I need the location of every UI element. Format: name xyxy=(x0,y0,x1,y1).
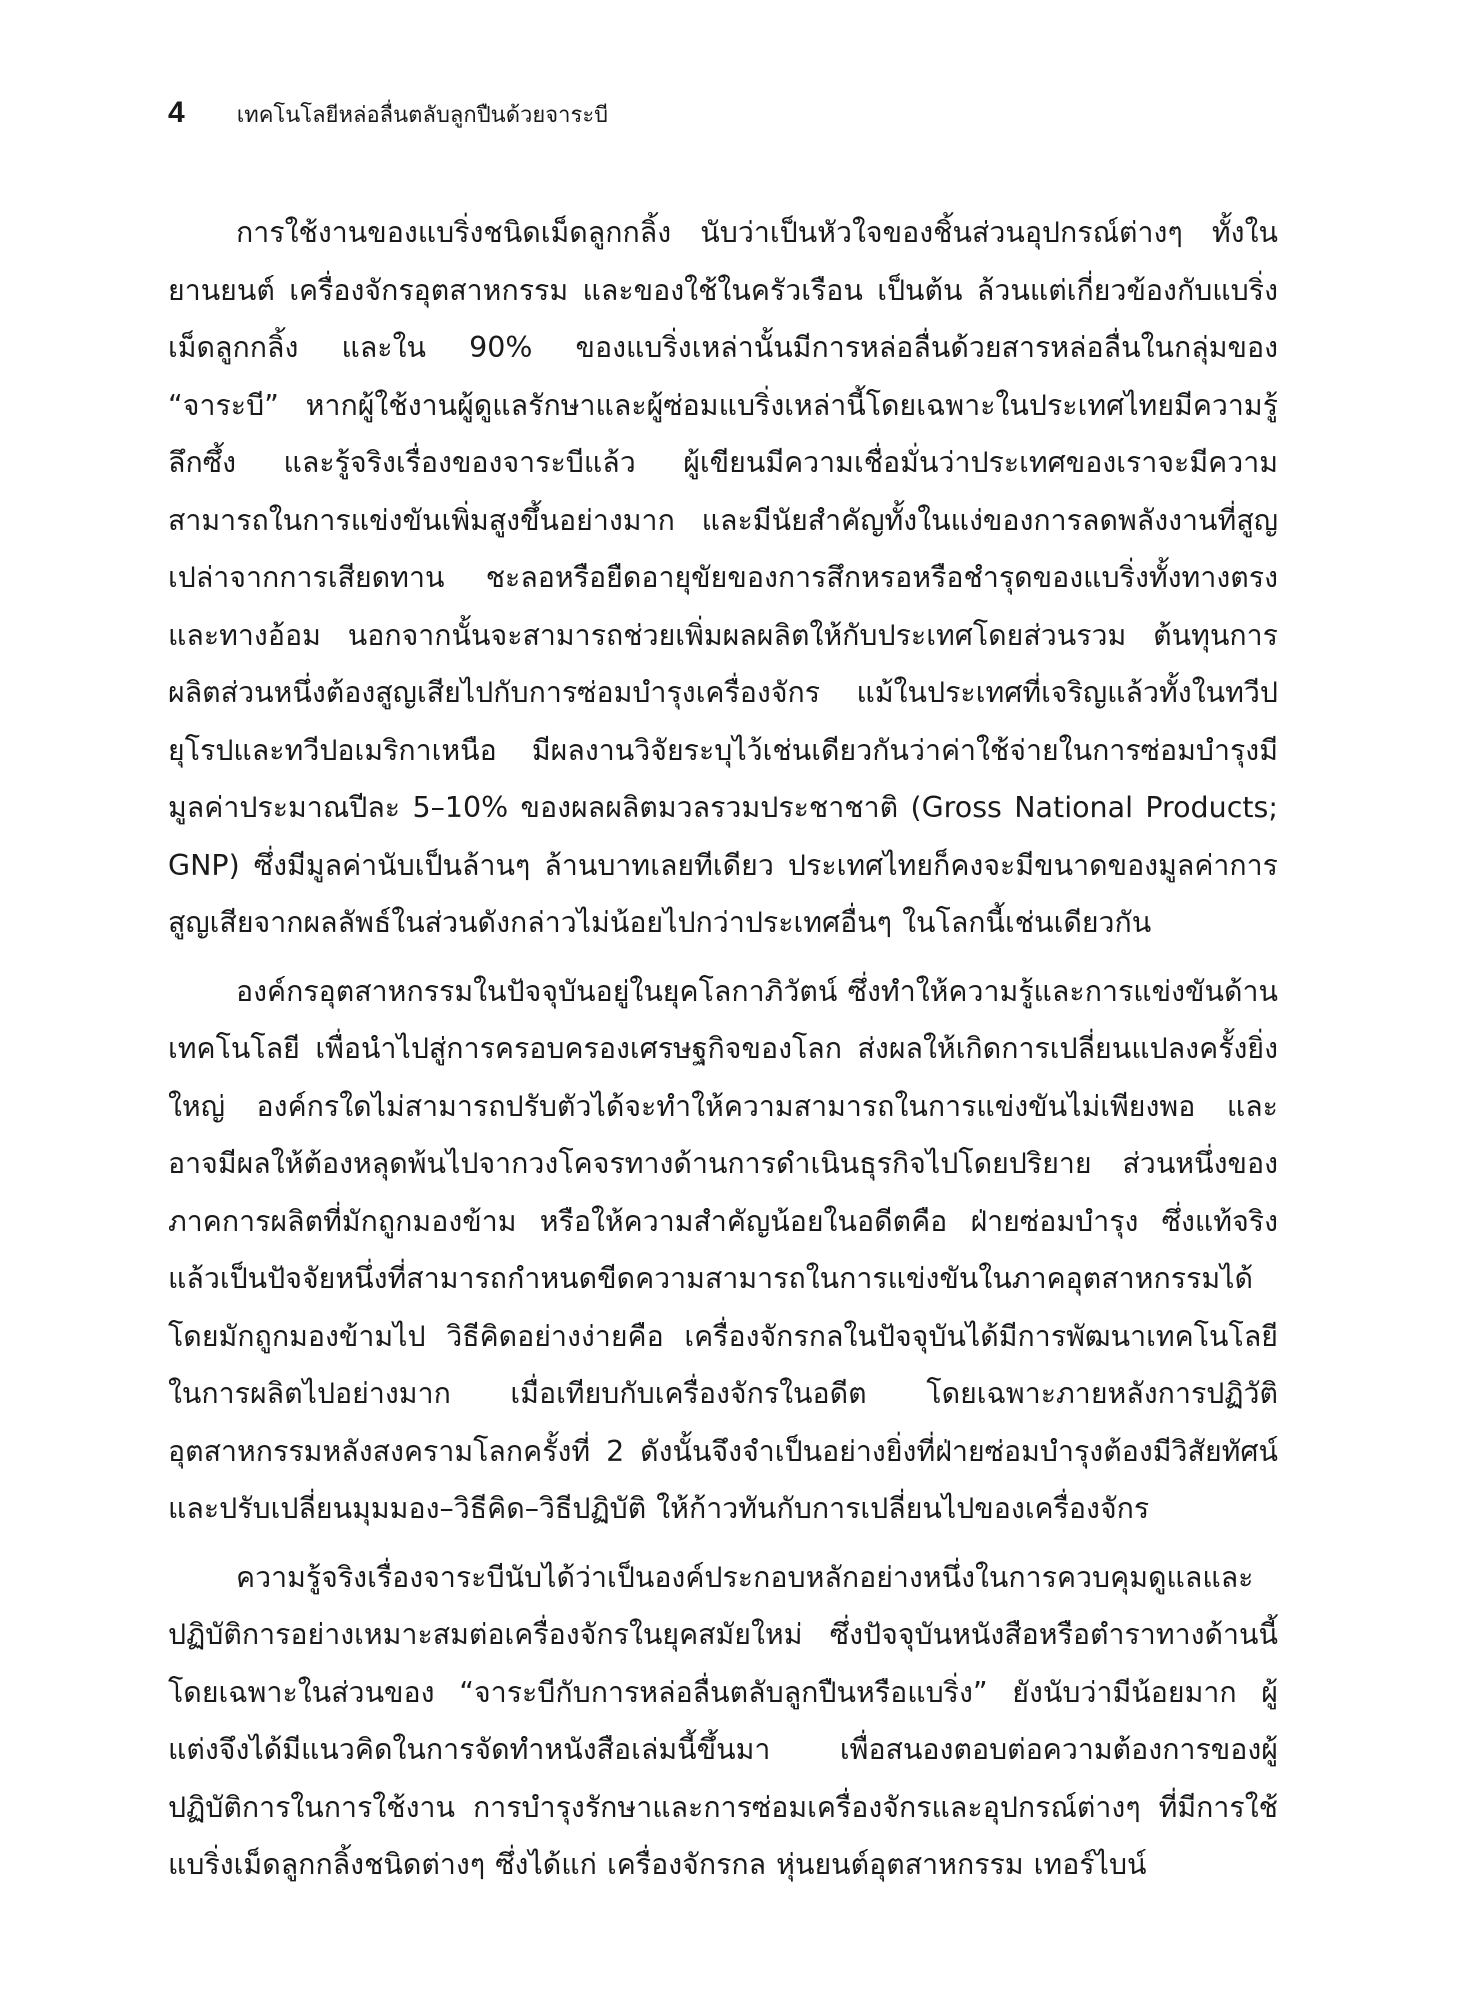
page-number: 4 xyxy=(168,96,185,129)
paragraph-2: องค์กรอุตสาหกรรมในปัจจุบันอยู่ในยุคโลกาภิวัตน์ ซึ่งทำให้ความรู้และการแข่งขันด้านเทคโนโลยี เพื่อนำไปสู่การครอบครองเศรษฐกิจของโลก ส่งผลให้เกิดการเปลี่ยนแปลงครั้งยิ่งใหญ่ องค์กรใดไม่สามารถปรับตัวได้จะทำให้ความสามารถในการแข่งขันไม่เพียงพอ และอาจมีผลให้ต้องหลุดพ้นไปจากวงโคจรทางด้านการดำเนินธุรกิจไปโดยปริยาย ส่วนหนึ่งของภาคการผลิตที่มักถูกมองข้าม หรือให้ความสำคัญน้อยในอดีตคือ ฝ่ายซ่อมบำรุง ซึ่งแท้จริงแล้วเป็นปัจจัยหนึ่งที่สามารถกำหนดขีดความสามารถในการแข่งขันในภาคอุตสาหกรรมได้ โดยมักถูกมองข้ามไป วิธีคิดอย่างง่ายคือ เครื่องจักรกลในปัจจุบันได้มีการพัฒนาเทคโนโลยีในการผลิตไปอย่างมาก เมื่อเทียบกับเครื่องจักรในอดีต โดยเฉพาะภายหลังการปฏิวัติอุตสาหกรรมหลังสงครามโลกครั้งที่ 2 ดังนั้นจึงจำเป็นอย่างยิ่งที่ฝ่ายซ่อมบำรุงต้องมีวิสัยทัศน์และปรับเปลี่ยนมุมมอง–วิธีคิด–วิธีปฏิบัติ ให้ก้าวทันกับการเปลี่ยนไปของเครื่องจักร xyxy=(168,974,1278,1525)
page-header xyxy=(168,96,1268,136)
paragraph-3: ความรู้จริงเรื่องจาระบีนับได้ว่าเป็นองค์ประกอบหลักอย่างหนึ่งในการควบคุมดูแลและปฏิบัติการอย่างเหมาะสมต่อเครื่องจักรในยุคสมัยใหม่ ซึ่งปัจจุบันหนังสือหรือตำราทางด้านนี้ โดยเฉพาะในส่วนของ “จาระบีกับการหล่อลื่นตลับลูกปืนหรือแบริ่ง” ยังนับว่ามีน้อยมาก ผู้แต่งจึงได้มีแนวคิดในการจัดทำหนังสือเล่มนี้ขึ้นมา เพื่อสนองตอบต่อความต้องการของผู้ปฏิบัติการในการใช้งาน การบำรุงรักษาและการซ่อมเครื่องจักรและอุปกรณ์ต่างๆ ที่มีการใช้แบริ่งเม็ดลูกกลิ้งชนิดต่างๆ ซึ่งได้แก่ เครื่องจักรกล หุ่นยนต์อุตสาหกรรม เทอร์ไบน์ xyxy=(168,1560,1278,1881)
paragraph-1: การใช้งานของแบริ่งชนิดเม็ดลูกกลิ้ง นับว่าเป็นหัวใจของชิ้นส่วนอุปกรณ์ต่างๆ ทั้งในยานยนต์ เครื่องจักรอุตสาหกรรม และของใช้ในครัวเรือน เป็นต้น ล้วนแต่เกี่ยวข้องกับแบริ่งเม็ดลูกกลิ้ง และใน 90% ของแบริ่งเหล่านั้นมีการหล่อลื่นด้วยสารหล่อลื่นในกลุ่มของ “จาระบี” หากผู้ใช้งานผู้ดูแลรักษาและผู้ซ่อมแบริ่งเหล่านี้โดยเฉพาะในประเทศไทยมีความรู้ลึกซึ้ง และรู้จริงเรื่องของจาระบีแล้ว ผู้เขียนมีความเชื่อมั่นว่าประเทศของเราจะมีความสามารถในการแข่งขันเพิ่มสูงขึ้นอย่างมาก และมีนัยสำคัญทั้งในแง่ของการลดพลังงานที่สูญเปล่าจากการเสียดทาน ชะลอหรือยืดอายุขัยของการสึกหรอหรือชำรุดของแบริ่งทั้งทางตรงและทางอ้อม นอกจากนั้นจะสามารถช่วยเพิ่มผลผลิตให้กับประเทศโดยส่วนรวม ต้นทุนการผลิตส่วนหนึ่งต้องสูญเสียไปกับการซ่อมบำรุงเครื่องจักร แม้ในประเทศที่เจริญแล้วทั้งในทวีปยุโรปและทวีปอเมริกาเหนือ มีผลงานวิจัยระบุไว้เช่นเดียวกันว่าค่าใช้จ่ายในการซ่อมบำรุงมีมูลค่าประมาณปีละ 5–10% ของผลผลิตมวลรวมประชาชาติ (Gross National Products; GNP) ซึ่งมีมูลค่านับเป็นล้านๆ ล้านบาทเลยทีเดียว ประเทศไทยก็คงจะมีขนาดของมูลค่าการสูญเสียจากผลลัพธ์ในส่วนดังกล่าวไม่น้อยไปกว่าประเทศอื่นๆ ในโลกนี้เช่นเดียวกัน xyxy=(168,216,1278,939)
body-text xyxy=(168,204,1278,1905)
running-title: เทคโนโลยีหล่อลื่นตลับลูกปืนด้วยจาระบี xyxy=(236,103,609,128)
